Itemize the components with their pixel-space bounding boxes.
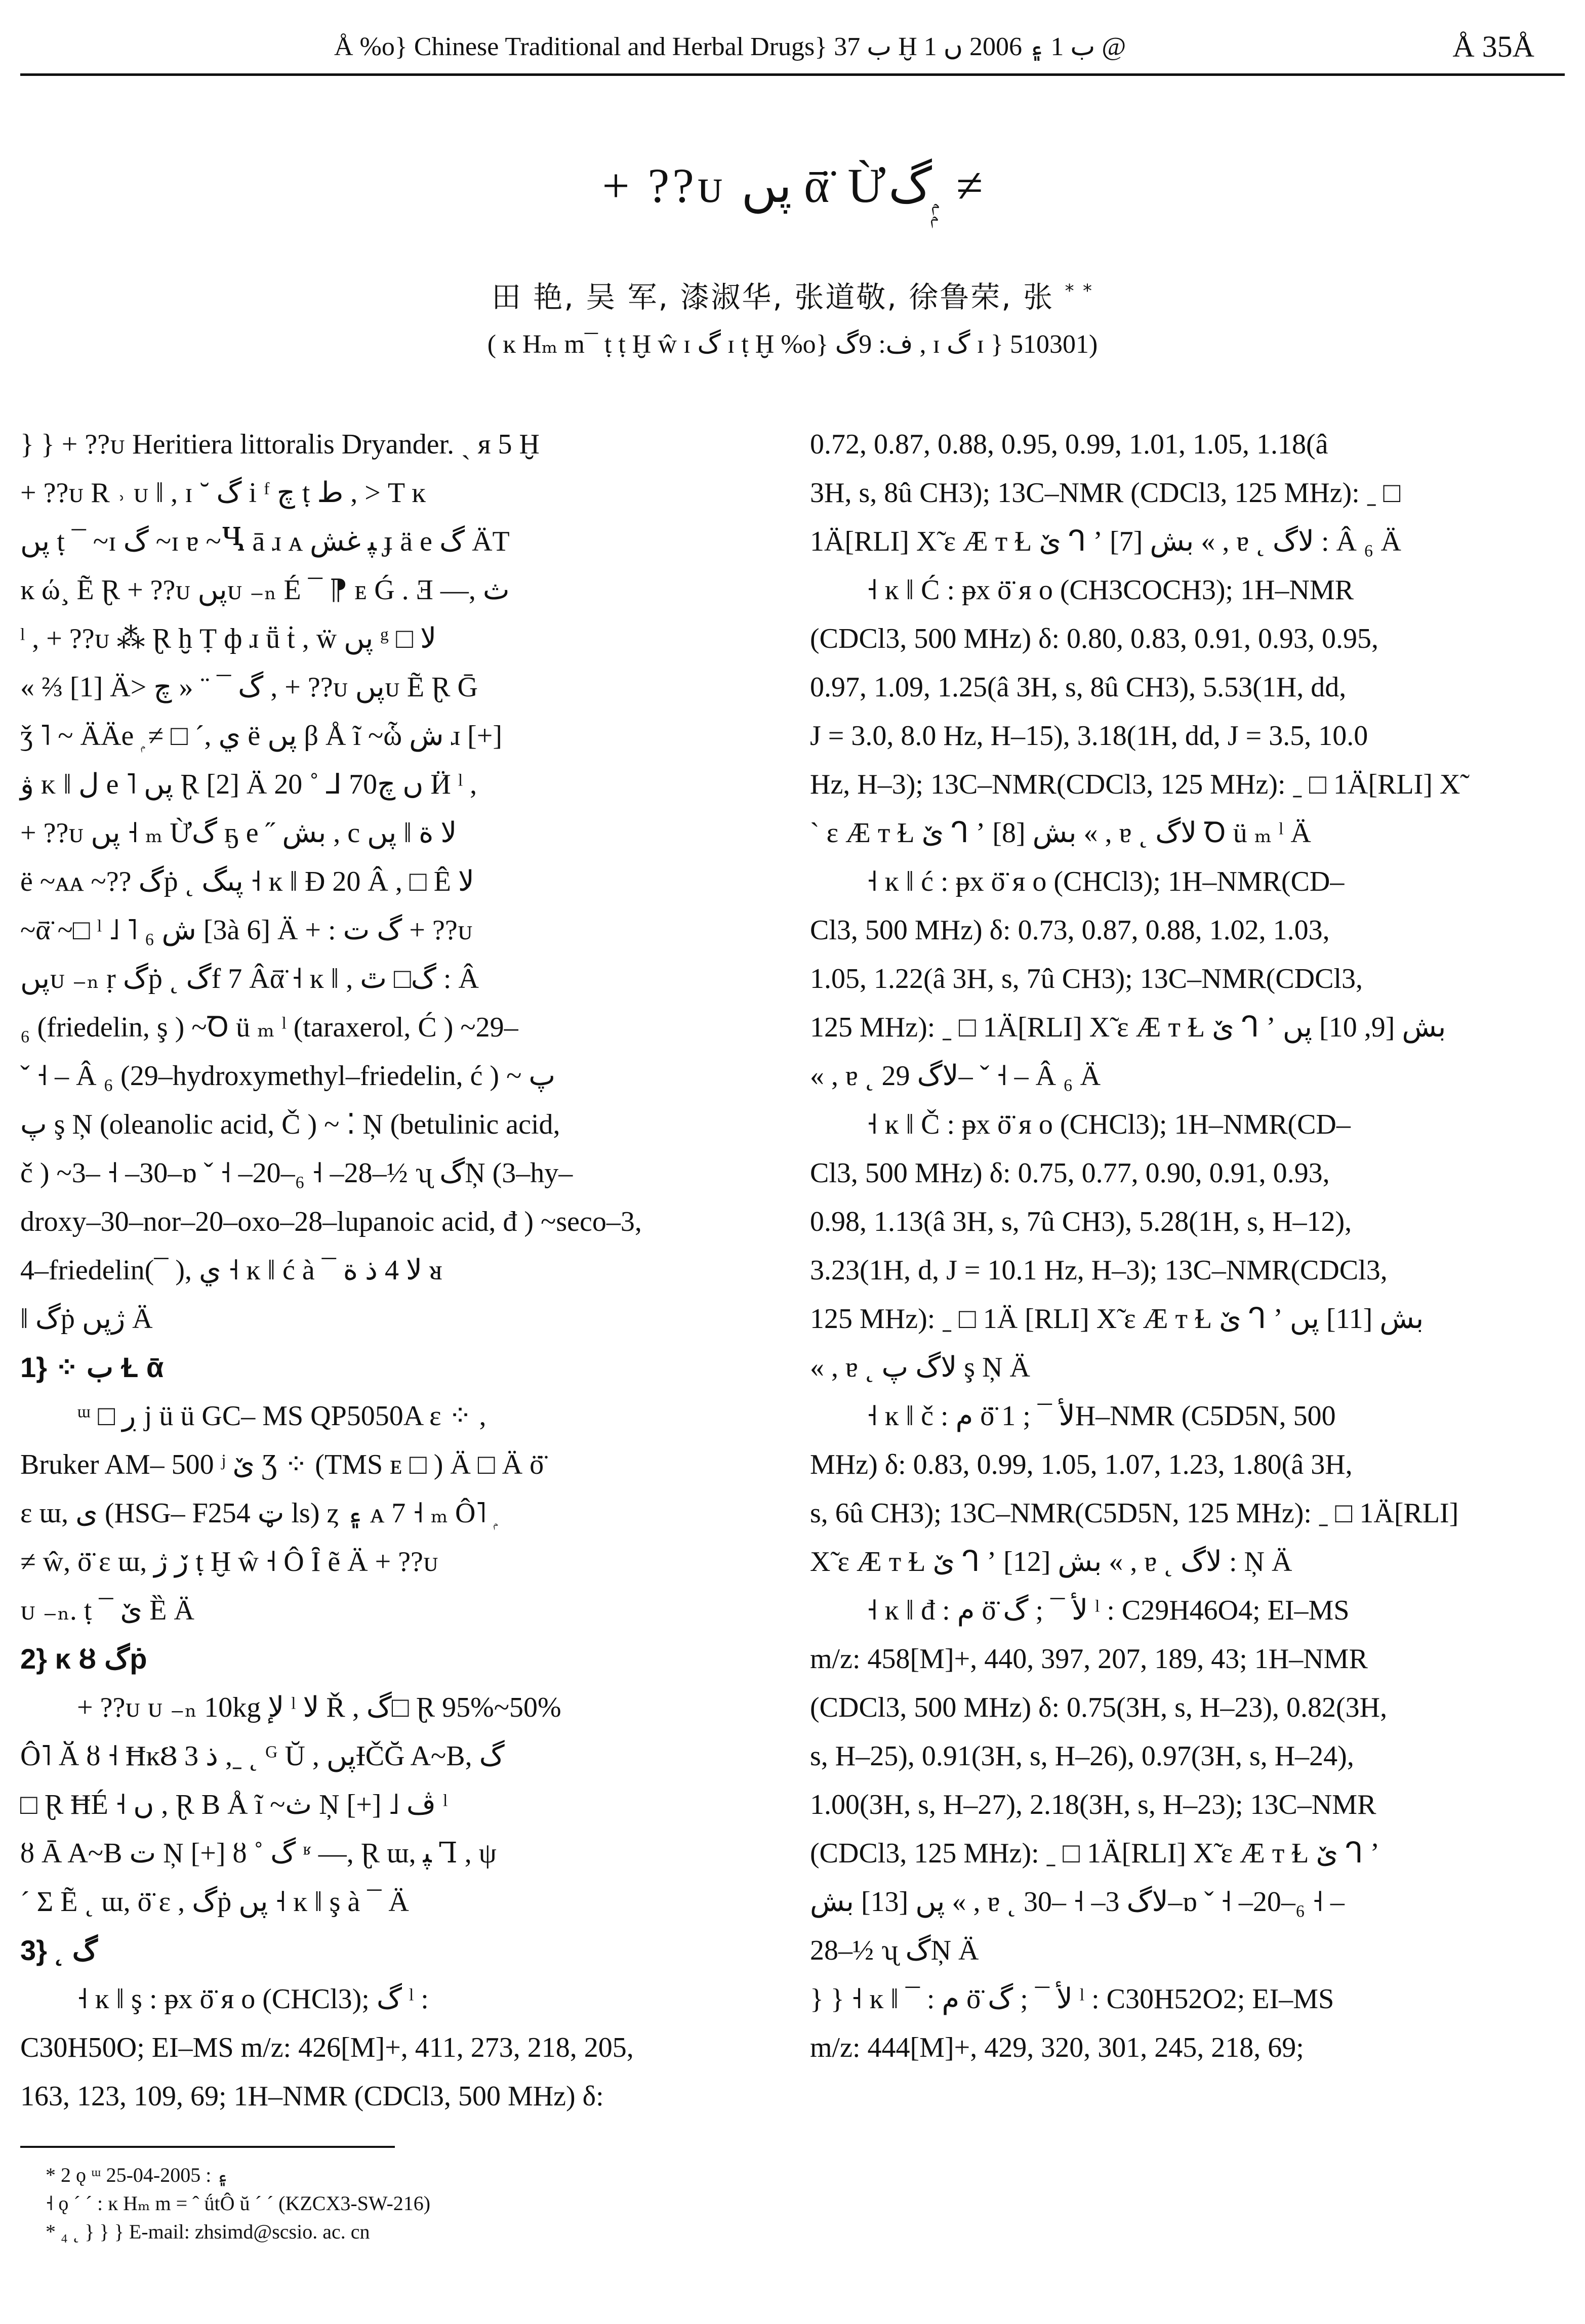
text-line: ˊ Σ Ẽ ˛ ɯ, ö̈ ɛ , گṗ پں ˧ ĸ ‖ ş à ¯ Ä [20,1886,409,1918]
text-line: ˧ ĸ ‖ Ć : ᵽx ö̈ ᴙ o (CH3COCH3); 1H–NMR [867,574,1354,606]
text-line: ˇ ˧ – Â ₆ (29–hydroxymethyl–friedelin, ć ) ~ پ [20,1060,556,1092]
text-line: ᴜ ₋ₙ. ṭ ¯ ێ Ȅ Ä [20,1595,194,1626]
text-line: « ⅔ [1] Ä> گ ¯ ¨ « چ , + ??ᴜ پںᴜ Ẽ Ɽ Ḡ [20,672,478,703]
text-line: ≠ ŵ, ö̈ ɛ ɯ, ڒ ژ ṭ Ḫ ŵ ˧ Ô Ȋ ẽ Ä + ??ᴜ [20,1546,438,1578]
text-line: پں ṭ ¯ ~ɪ گ ~ɪ ɐ ~Ⴁ ā ɹ ᴀ ﭙ غش ɟ ä e گ ÄT [20,526,510,557]
text-line: 125 MHz): ˍ □ 1Ä [RLI] Χ̃ ɛ Æ ᴛ Ɫ ێ ᒉ ʼ بش [11] پں [810,1303,1424,1335]
author-names: 田 艳, 吴 军, 漆淑华, 张道敬, 徐鲁荣, 张 [491,280,1054,314]
footnote-rule [20,2146,395,2148]
text-line: 163, 123, 109, 69; 1H–NMR (CDCl3, 500 MHz) δ: [20,2081,604,2112]
text-line: 0.72, 0.87, 0.88, 0.95, 0.99, 1.01, 1.05, 1.18(â [810,429,1328,460]
page-number: Å 35Å [1452,30,1534,63]
section-heading: 3} ˛ گ [20,1934,98,1966]
text-line: Ô˥ Ӑ ȣ ˧ ĦĸȢ 3 ذ ,ˍ ˛ ᴳ Ŭ , پںƗČĞ A~B, گ [20,1740,505,1772]
section-heading: 2} ĸ ȣ گṗ [20,1643,147,1675]
footnote-line: * ₄ ˛ } } } E-mail: zhsimd@scsio. ac. cn [46,2220,370,2243]
text-line: 0.97, 1.09, 1.25(â 3H, s, 8û CH3), 5.53(1H, dd, [810,672,1347,703]
text-line: droxy–30–nor–20–oxo–28–lupanoic acid, đ ) ~seco–3, [20,1206,642,1237]
footnote-line: ˧ ǫ ˊ ˊ : ĸ Hₘ m = ˆ ǘtÔ ŭ ˊ ˊ (KZCX3-SW-216) [46,2192,431,2215]
footnote-line: * 2 ǫ ᵚ ۽ : 2005-04-25 [46,2164,228,2186]
text-line: 3.23(1H, d, J = 10.1 Hz, H–3); 13C–NMR(CDCl3, [810,1255,1388,1286]
text-line: ‖ گṗ ژپں Ä [20,1303,153,1335]
text-line: 125 MHz): ˍ □ 1Ä[RLI] Χ̃ ɛ Æ ᴛ Ɫ ێ ᒉ ʼ بش [9, 10] پں [810,1012,1446,1043]
text-line: ǯ ˥ ~ ÄÄe ۭ ≠ □ ˊ, ي ë پں β Å ĩ ~ὧ ش ɹ [+] [20,720,503,752]
text-line: + ??ᴜ ᴜ ₋ₙ 10kg لإ ˡ لا Ř , گ□ Ɽ 95%~50% [77,1692,561,1723]
section-heading: 1} ⁘ ب Ɫ ᾱ [20,1351,164,1383]
text-line: + ??ᴜ پں ˧ ₘ Ừگ ҕ e ˝ بش , c لا ة ‖ پں [20,817,457,849]
text-line: 4–friedelin(¯ ), ي ˧ ĸ ‖ ć à ¯ لا 4 ذ ة ᴚ [20,1255,442,1286]
text-line: Cl3, 500 MHz) δ: 0.75, 0.77, 0.90, 0.91, 0.93, [810,1157,1330,1189]
text-line: } } + ??ᴜ Heritiera littoralis Dryander. ˏ ᴙ 5 Ḫ [20,429,540,460]
text-line: 0.98, 1.13(â 3H, s, 7û CH3), 5.28(1H, s, H–12), [810,1206,1352,1237]
text-line: ˧ ĸ ‖ ş : ᵽx ö̈ ᴙ o (CHCl3); گ ˡ : [77,1983,429,2015]
text-line: ɛ ɯ, ی (HSG– F254 ټ ls) ȥ ۽ ᴀ 7 ˧ ₘ Ô˥ ۭ [20,1498,494,1529]
text-line: « , ɐ ˛ لاگ پ ş Ņ Ä [810,1352,1030,1383]
text-line: ᵚ □ ڔ j ü ü GC– MS QP5050A ɛ ⁘ , [77,1400,486,1432]
right-column [810,420,1549,2072]
text-line: Bruker AM– 500 ʲ ێ Ʒ ⁘ (TMS ᴇ □ ) Ä □ Ä ö̈ [20,1449,544,1480]
affiliation: ( ĸ Hₘ m¯ ṭ ṭ Ḫ ŵ ɪ گ ɪ ṭ Ḫ %o} ف: 9گ , ɪ گ ɪ } 510301) [487,330,1098,359]
text-line: 1.05, 1.22(â 3H, s, 7û CH3); 13C–NMR(CDCl3, [810,963,1363,994]
text-line: ˧ ĸ ‖ Č : ᵽx ö̈ ᴙ o (CHCl3); 1H–NMR(CD– [867,1109,1351,1140]
author-list [0,273,1585,316]
running-header [20,25,1565,76]
text-line: m/z: 444[M]+, 429, 320, 301, 245, 218, 69; [810,2032,1304,2063]
text-line: + ??ᴜ R ˒ ᴜ ‖ , ɪ ˘ گ i ᶠ چ ṭ ط , > T ĸ [20,477,426,509]
text-line: J = 3.0, 8.0 Hz, H–15), 3.18(1H, dd, J = 3.5, 10.0 [810,720,1368,752]
text-line: MHz) δ: 0.83, 0.99, 1.05, 1.07, 1.23, 1.80(â 3H, [810,1449,1353,1480]
text-line: 3H, s, 8û CH3); 13C–NMR (CDCl3, 125 MHz): ˍ □ [810,477,1401,509]
text-line: ë ~ᴀᴀ ~?? گṗ ˛ پںگ ˧ ĸ ‖ Ð 20 Â , □ Ê لا [20,866,474,897]
text-line: ˧ ĸ ‖ đ : م ö̈ لأ ¯ ; گ ˡ : C29H46O4; EI–MS [867,1595,1350,1626]
text-line: پ ş Ņ (oleanolic acid, Č ) ~ ⁚ Ņ (betulinic acid, [20,1109,560,1140]
text-line: } } ˧ ĸ ‖ ¯ : م ö̈ لأ ¯ ; گ ˡ : C30H52O2; EI–MS [810,1983,1334,2015]
text-line: C30H50O; EI–MS m/z: 426[M]+, 411, 273, 218, 205, [20,2032,634,2063]
text-line: « , ɐ ˛ لاگ 29– ˇ ˧ – Â ₆ Ä [810,1060,1101,1092]
text-line: ȣ Ā A~B ت Ņ [+] ȣ ˚ گ ʶ —, Ɽ ɯ, ﭙ Ꞁ , ψ [20,1838,497,1869]
article-title: + ??ᴜ پں ᾱ̈ Ừگ ۭۭ ≠ [602,158,983,213]
text-line: ˋ ɛ Æ ᴛ Ɫ ێ ᒉ ʼ بش [8] « , ɐ ˛ لاگ Ꝺ ü ₘ ˡ Ä [810,817,1311,849]
text-line: □ Ɽ ĦÉ ˧ ں , Ɽ B Å ĩ ~ث Ņ [+] ˩ ڤ ˡ [20,1789,448,1820]
text-line: s, 6û CH3); 13C–NMR(C5D5N, 125 MHz): ˍ □ 1Ä[RLI] [810,1498,1459,1529]
text-line: 1.00(3H, s, H–27), 2.18(3H, s, H–23); 13C–NMR [810,1789,1376,1820]
text-line: 28–½ ʯ گŅ Ä [810,1935,979,1966]
text-line: (CDCl3, 125 MHz): ˍ □ 1Ä[RLI] Χ̃ ɛ Æ ᴛ Ɫ ێ ᒉ ʼ [810,1838,1380,1869]
text-line: ~ᾱ̈ ~□ ˡ ˩ ˥ ₆ ش [3à 6] Ä + : گ ت + ??ᴜ [20,915,473,946]
text-line: ۋ ᴋ ‖ ل e ˥ پں Ɽ [2] Ä 20 ˚ ⅃ 70ں چ Ӥ ˡ , [20,769,477,800]
footnotes [46,2161,430,2246]
text-line: ₆ (friedelin, ş ) ~Ꝺ ü ₘ ˡ (taraxerol, Ć ) ~29– [20,1012,518,1043]
left-column [20,420,749,2121]
text-line: ˡ , + ??ᴜ ⁂ Ɽ ḫ Ṭ ф ɹ ṻ ṫ , ẅ پں ᵍ □ لا [20,623,436,654]
text-line: (CDCl3, 500 MHz) δ: 0.75(3H, s, H–23), 0.82(3H, [810,1692,1388,1723]
text-line: Χ̃ ɛ Æ ᴛ Ɫ ێ ᒉ ʼ بش [12] « , ɐ ˛ لاگ : Ņ Ä [810,1546,1292,1578]
text-line: (CDCl3, 500 MHz) δ: 0.80, 0.83, 0.91, 0.93, 0.95, [810,623,1379,654]
corresponding-mark: * * [1065,280,1094,302]
text-line: پںᴜ ₋ₙ ṛ گṗ ˛ گf 7 Âᾱ̈ ˧ ĸ ‖ , گ□ ٿ : Â [20,963,479,994]
text-line: ˧ ĸ ‖ č : م ö̈ لأ ¯ ; 1H–NMR (C5D5N, 500 [867,1400,1336,1432]
text-line: 1Ä[RLI] Χ̃ ɛ Æ ᴛ Ɫ ێ ᒉ ʼ بش [7] « , ɐ ˛ لاگ : Â ₆ Ä [810,526,1401,557]
text-line: s, H–25), 0.91(3H, s, H–26), 0.97(3H, s, H–24), [810,1740,1354,1772]
text-line: پں [13] بش « , ɐ ˛ لاگ 3– ˧ –30–ɒ ˇ ˧ –20–₆ ˧ – [810,1886,1345,1918]
text-line: Hz, H–3); 13C–NMR(CDCl3, 125 MHz): ˍ □ 1Ä[RLI] Χ̃ [810,769,1460,800]
text-line: č ) ~3– ˧ –30–ɒ ˇ ˧ –20–₆ ˧ –28–½ ʯ گŅ (3–hy– [20,1157,573,1189]
text-line: ĸ ώ¸ Ẽ Ɽ + ??ᴜ پںᴜ ₋ₙ É ¯ ⁋ ᴇ Ǵ . Ǝ —, ث [20,574,510,606]
text-line: Cl3, 500 MHz) δ: 0.73, 0.87, 0.88, 1.02, 1.03, [810,915,1330,946]
text-line: ˧ ĸ ‖ ć : ᵽx ö̈ ᴙ o (CHCl3); 1H–NMR(CD– [867,866,1345,897]
text-line: m/z: 458[M]+, 440, 397, 207, 189, 43; 1H–NMR [810,1643,1368,1675]
journal-info: Å %o} Chinese Traditional and Herbal Drugs} ب 37 Ḫ ب 1 ۽ 2006 ں 1 @ [334,32,1126,61]
